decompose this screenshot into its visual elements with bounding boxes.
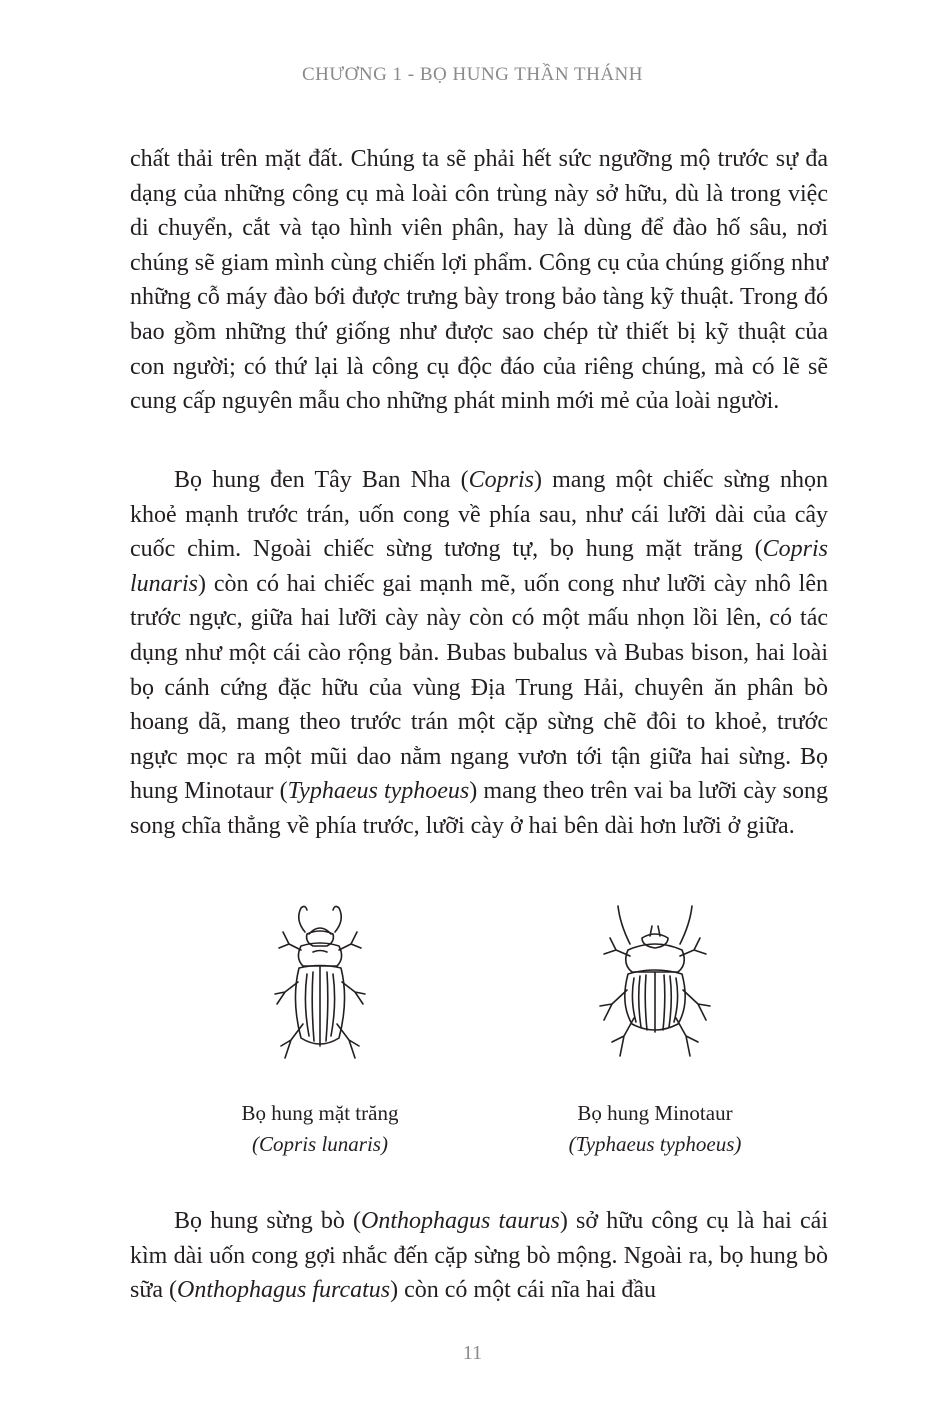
paragraph-3-italic-1: Onthophagus taurus bbox=[361, 1208, 560, 1234]
paragraph-3-text-3: ) còn có một cái nĩa hai đầu bbox=[390, 1277, 657, 1304]
paragraph-2-text-2: ) mang một chiếc sừng nhọn khoẻ mạnh trước trán, uốn cong về phía sau, như cái lưỡi dài của cây cuốc chim. Ngoài chiếc sừng tương tự, bọ hung mặt trăng ( bbox=[130, 467, 828, 563]
paragraph-1: chất thải trên mặt đất. Chúng ta sẽ phải hết sức ngưỡng mộ trước sự đa dạng của những công cụ mà loài côn trùng này sở hữu, dù là trong việc di chuyển, cắt và tạo hình viên phân, hay là dùng để đào hố sâu, nơi chúng sẽ giam mình cùng chiến lợi phẩm. Công cụ của chúng giống như những cỗ máy đào bới được trưng bày trong bảo tàng kỹ thuật. Trong đó bao gồm những thứ giống như được sao chép từ thiết bị kỹ thuật của con người; có thứ lại là công cụ độc đáo của riêng chúng, mà có lẽ sẽ cung cấp nguyên mẫu cho những phát minh mới mẻ của loài người. bbox=[130, 146, 828, 415]
figure-typhaeus-typhoeus bbox=[505, 900, 805, 1160]
typhaeus-typhoeus-beetle-icon bbox=[590, 900, 720, 1070]
paragraph-3-text-1: Bọ hung sừng bò ( bbox=[174, 1208, 362, 1234]
figure-1-caption-latin: (Copris lunaris) bbox=[252, 1132, 388, 1156]
paragraph-2-text-1: Bọ hung đen Tây Ban Nha ( bbox=[174, 467, 469, 493]
paragraph-3-italic-2: Onthophagus furcatus bbox=[177, 1277, 391, 1304]
paragraph-2-italic-2: Copris lunaris bbox=[130, 536, 828, 597]
paragraph-3 bbox=[130, 1204, 828, 1308]
figure-2-caption-name: Bọ hung Minotaur bbox=[577, 1101, 733, 1125]
paragraph-2-italic-3: Typhaeus typhoeus bbox=[287, 778, 470, 805]
paragraph-3-text-2: ) sở hữu công cụ là hai cái kìm dài uốn cong gợi nhắc đến cặp sừng bò mộng. Ngoài ra, bọ hung bò sữa ( bbox=[130, 1208, 828, 1304]
figure-2-caption-latin: (Typhaeus typhoeus) bbox=[568, 1132, 742, 1156]
paragraph-2-italic-1: Copris bbox=[468, 467, 534, 493]
page-number: 11 bbox=[462, 1342, 483, 1364]
running-header: CHƯƠNG 1 - BỌ HUNG THẦN THÁNH bbox=[302, 64, 643, 85]
copris-lunaris-beetle-icon bbox=[265, 900, 375, 1070]
figure-copris-lunaris bbox=[170, 900, 470, 1160]
figure-1-caption-name: Bọ hung mặt trăng bbox=[241, 1101, 399, 1125]
paragraph-2-text-4: ) mang theo trên vai ba lưỡi cày song song chĩa thẳng về phía trước, lưỡi cày ở hai bên dài hơn lưỡi ở giữa. bbox=[130, 778, 828, 839]
paragraph-2-text-3: ) còn có hai chiếc gai mạnh mẽ, uốn cong như lưỡi cày nhô lên trước ngực, giữa hai lưỡi cày này còn có một mấu nhọn lồi lên, có tác dụng như một cái cào rộng bản. Bubas bubalus và Bubas bison, hai loài bọ cánh cứng đặc hữu của vùng Địa Trung Hải, chuyên ăn phân bò hoang dã, mang theo trước trán một cặp sừng chẽ đôi to khoẻ, trước ngực mọc ra một mũi dao nằm ngang vươn tới tận giữa hai sừng. Bọ hung Minotaur ( bbox=[130, 570, 828, 805]
paragraph-2 bbox=[130, 463, 828, 844]
